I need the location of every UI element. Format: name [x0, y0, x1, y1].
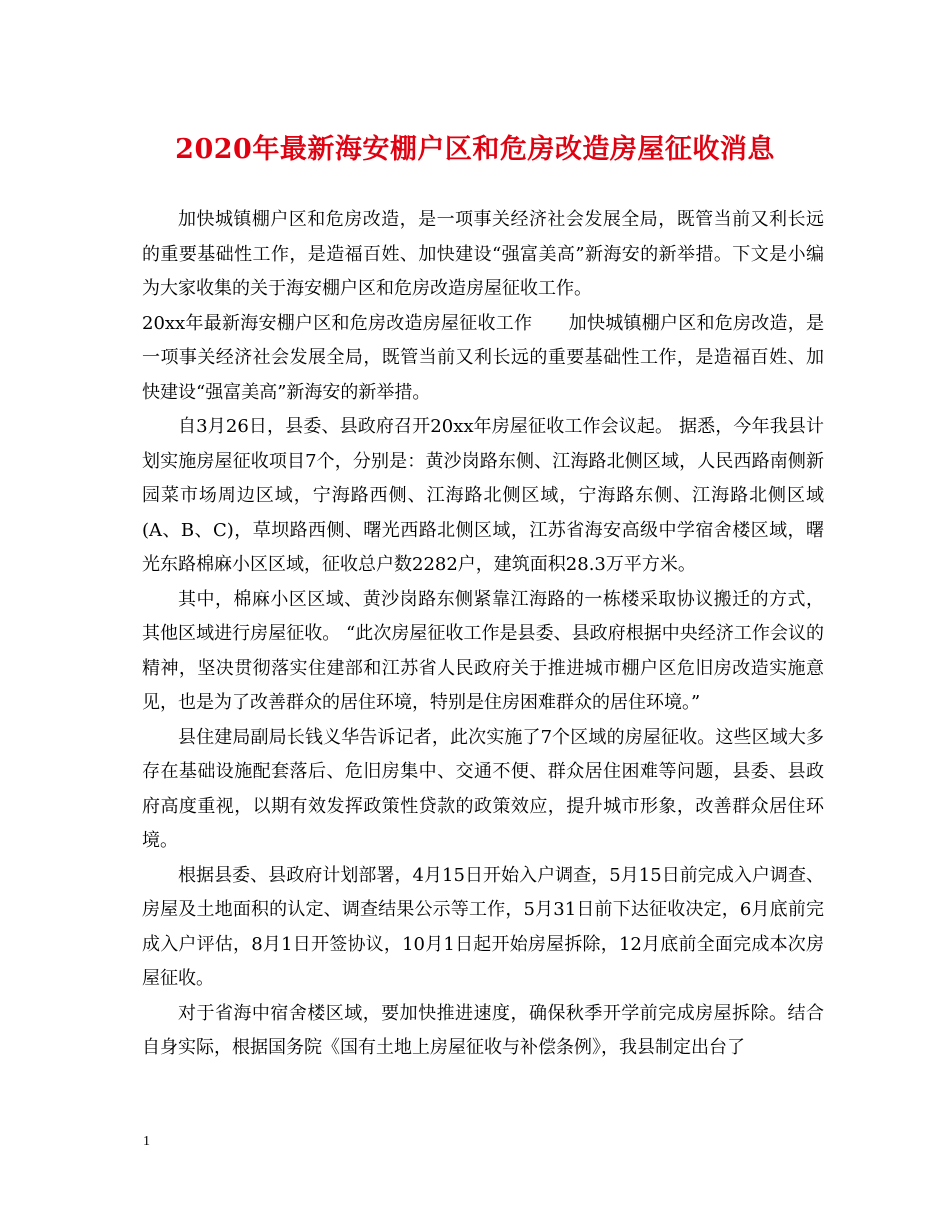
page-number: 1	[143, 1134, 150, 1149]
paragraph-schedule: 根据县委、县政府计划部署，4月15日开始入户调查，5月15日前完成入户调查、房屋及土地面积的认定、调查结果公示等工作，5月31日前下达征收决定，6月底前完成入户评估，8月1日开签协议，10月1日起开始房屋拆除，12月底前全面完成本次房屋征收。	[142, 864, 824, 989]
paragraph-agreement: 其中，棉麻小区区域、黄沙岗路东侧紧靠江海路的一栋楼采取协议搬迁的方式，其他区域进行房屋征收。 “此次房屋征收工作是县委、县政府根据中央经济工作会议的精神，坚决贯彻落实住建部和江苏省人民政府关于推进城市棚户区危旧房改造实施意见，也是为了改善群众的居住环境，特别是住房困难群众的居住环境。”	[142, 588, 824, 713]
paragraph-official-quote: 县住建局副局长钱义华告诉记者，此次实施了7个区域的房屋征收。这些区域大多存在基础设施配套落后、危旧房集中、交通不便、群众居住困难等问题，县委、县政府高度重视，以期有效发挥政策性贷款的政策效应，提升城市形象，改善群众居住环境。	[142, 726, 824, 851]
paragraph-dormitory: 对于省海中宿舍楼区域，要加快推进速度，确保秋季开学前完成房屋拆除。结合自身实际，根据国务院《国有土地上房屋征收与补偿条例》，我县制定出台了	[142, 1002, 824, 1058]
paragraph-meeting: 自3月26日，县委、县政府召开20xx年房屋征收工作会议起。 据悉，今年我县计划实施房屋征收项目7个，分别是：黄沙岗路东侧、江海路北侧区域，人民西路南侧新园菜市场周边区域，宁海路西侧、江海路北侧区域，宁海路东侧、江海路北侧区域(A、B、C)，草坝路西侧、曙光西路北侧区域，江苏省海安高级中学宿舍楼区域，曙光东路棉麻小区区域，征收总户数2282户，建筑面积28.3万平方米。	[142, 416, 824, 575]
document-title: 2020年最新海安棚户区和危房改造房屋征收消息	[175, 134, 775, 165]
paragraph-heading-line: 20xx年最新海安棚户区和危房改造房屋征收工作 加快城镇棚户区和危房改造，是一项事关经济社会发展全局，既管当前又利长远的重要基础性工作，是造福百姓、加快建设“强富美高”新海安的新举措。	[142, 312, 824, 403]
paragraph-intro: 加快城镇棚户区和危房改造，是一项事关经济社会发展全局，既管当前又利长远的重要基础性工作，是造福百姓、加快建设“强富美高”新海安的新举措。下文是小编为大家收集的关于海安棚户区和危房改造房屋征收工作。	[142, 209, 824, 299]
document-body	[142, 203, 824, 1066]
